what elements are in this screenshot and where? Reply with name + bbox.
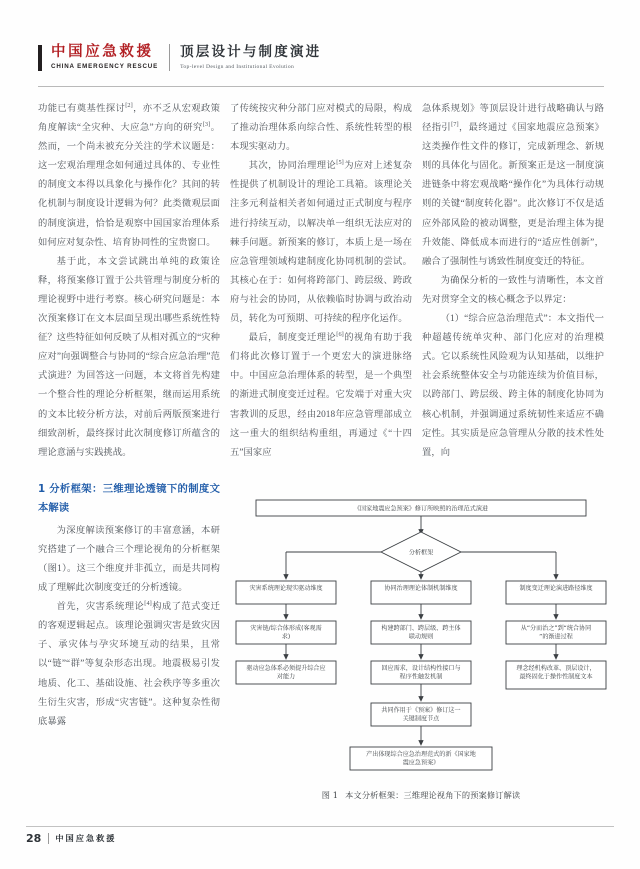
running-header	[38, 44, 604, 86]
figure-node-label: 制度变迁理论演进路径维度	[519, 585, 593, 592]
paragraph: 为深度解读预案修订的丰富意涵，本研究搭建了一个融合三个理论视角的分析框架（图1）。这三个维度并非孤立，而是共同构成了理解此次制度变迁的分析透镜。	[38, 525, 220, 594]
figure-decision-label: 分析框架	[408, 549, 434, 557]
journal-title-cn: 中国应急救援	[51, 43, 154, 60]
paragraph: 为确保分析的一致性与清晰性，本文首先对贯穿全文的核心概念予以界定：	[422, 275, 604, 305]
footer-rule	[26, 826, 614, 827]
paragraph: 功能已有奠基性探讨[2]，亦不乏从宏观政策角度解读“全灾种、大应急”方向的研究[3]。然而，一个尚未被充分关注的学术议题是：这一宏观治理理念如何通过具体的、专业性的制度文本得以具象化与操作化？其间的转化机制与制度设计逻辑为何？此类微观层面的制度演进，恰恰是观察中国国家治理体系如何应对复杂性、培育协同性的宝贵窗口。	[38, 101, 220, 248]
paragraph: 了传统按灾种分部门应对模式的局限，构成了推动治理体系向综合性、系统性转型的根本现实驱动力。	[230, 104, 412, 153]
figure-caption	[230, 790, 612, 801]
figure-flowchart	[230, 498, 612, 796]
section-brand	[180, 44, 321, 72]
figure-node-label: 理念经机构改革、顶层设计，最终固化于操作性制度文本	[516, 665, 596, 681]
figure-node-label: 回应需求，设计结构性接口与程序性触发机制	[381, 665, 461, 681]
journal-brand	[51, 44, 158, 71]
footer-divider	[48, 833, 49, 844]
paragraph: （1）“综合应急治理范式”：本文指代一种超越传统单灾种、部门化应对的治理模式。它以系统性风险观为认知基础，以维护社会系统整体安全与功能连续为价值目标，以跨部门、跨层级、跨主体的制度化协同为核心机制，并强调通过系统韧性来适应不确定性。其实质是应急管理从分散的技术性处置，向	[422, 314, 604, 458]
figure-node-label: 灾害系统理论现实驱动维度	[249, 585, 323, 592]
page-footer	[26, 832, 116, 845]
figure-caption-text: 本文分析框架：三维理论视角下的预案修订解读	[345, 790, 521, 800]
figure-output-label: 产出体现综合应急治理范式的新《国家地震应急预案》	[366, 751, 476, 767]
section-heading-1: 1 分析框架：三维理论透镜下的制度文本解读	[38, 482, 220, 515]
text-column-2	[230, 100, 412, 463]
journal-title-en: CHINA EMERGENCY RESCUE	[51, 63, 159, 70]
paragraph: 其次，协同治理理论[5]为应对上述复杂性提供了机制设计的理论工具箱。该理论关注多元利益相关者如何通过正式制度与程序进行持续互动，以解决单一组织无法应对的棘手问题。新预案的修订，本质上是一场在应急管理领域构建制度化协同机制的尝试。其核心在于：如何将跨部门、跨层级、跨政府与社会的协同，从依赖临时协调与政治动员，转化为可预期、可持续的程序化运作。	[230, 159, 413, 325]
text-column-1	[38, 100, 220, 732]
paragraph: 最后，制度变迁理论[6]的视角有助于我们将此次修订置于一个更宏大的演进脉络中。中国应急治理体系的转型，是一个典型的渐进式制度变迁过程。它发端于对重大灾害教训的反思，经由2018年应急管理部成立这一重大的组织结构重组，再通过《“十四五”国家应	[230, 331, 413, 458]
figure-top-box-label: 《国家地震应急预案》修订所映照的治理范式演进	[353, 505, 489, 513]
section-title-cn: 顶层设计与制度演进	[180, 44, 322, 60]
section-title-en: Top-level Design and Institutional Evolution	[180, 64, 295, 70]
brand-accent-bar	[38, 45, 42, 71]
figure-node-label: 灾害链/综合体形成(客观需求)	[250, 625, 322, 641]
figure-node-label: 驱动应急体系必须提升综合应对能力	[246, 665, 326, 681]
figure-caption-number: 图 1	[321, 790, 339, 800]
paragraph: 急体系规划》等顶层设计进行战略确认与路径指引[7]，最终通过《国家地震应急预案》这类操作性文件的修订，完成新理念、新规则的具体化与固化。新预案正是这一制度演进链条中将宏观战略“操作化”为具体行动规则的关键“制度转化器”。此次修订不仅是适应外部风险的被动调整，更是治理主体为提升效能、降低成本而进行的“适应性创新”，融合了强制性与诱致性制度变迁的特征。	[422, 104, 604, 267]
paragraph: 首先，灾害系统理论[4]构成了范式变迁的客观逻辑起点。该理论强调灾害是致灾因子、承灾体与孕灾环境互动的结果，且常以“链”“群”等复杂形态出现。地震极易引发地质、化工、基础设施、社会秩序等多重次生衍生灾害，形成“灾害链”。这种复杂性彻底暴露	[38, 600, 221, 727]
paragraph: 基于此，本文尝试跳出单纯的政策诠释，将预案修订置于公共管理与制度分析的理论视野中进行考察。核心研究问题是：本次预案修订在文本层面呈现出哪些系统性特征？这些特征如何反映了从相对孤立的“灾种应对”向强调整合与协同的“综合应急治理”范式演进？为回答这一问题，本文将首先构建一个整合性的理论分析框架，继而运用系统的文本比较分析方法，对前后两版预案进行细致剖析，最终探讨此次制度修订所蕴含的理论意涵与实践挑战。	[38, 256, 220, 458]
header-divider	[169, 44, 170, 71]
footer-journal-name: 中国应急救援	[55, 833, 117, 843]
figure-node-label: 协同治理理论体制机制维度	[384, 585, 458, 592]
text-column-3	[422, 100, 604, 463]
figure-node-label: 构建跨部门、跨层级、跨主体联动规则	[381, 625, 461, 641]
page-number: 28	[26, 832, 42, 845]
figure-node-label: 从“分而治之”到“统合协同”的渐进过程	[520, 625, 592, 641]
figure-node-label: 共同作用于《预案》修订这一关键制度节点	[381, 707, 461, 723]
header-rule	[38, 86, 604, 87]
